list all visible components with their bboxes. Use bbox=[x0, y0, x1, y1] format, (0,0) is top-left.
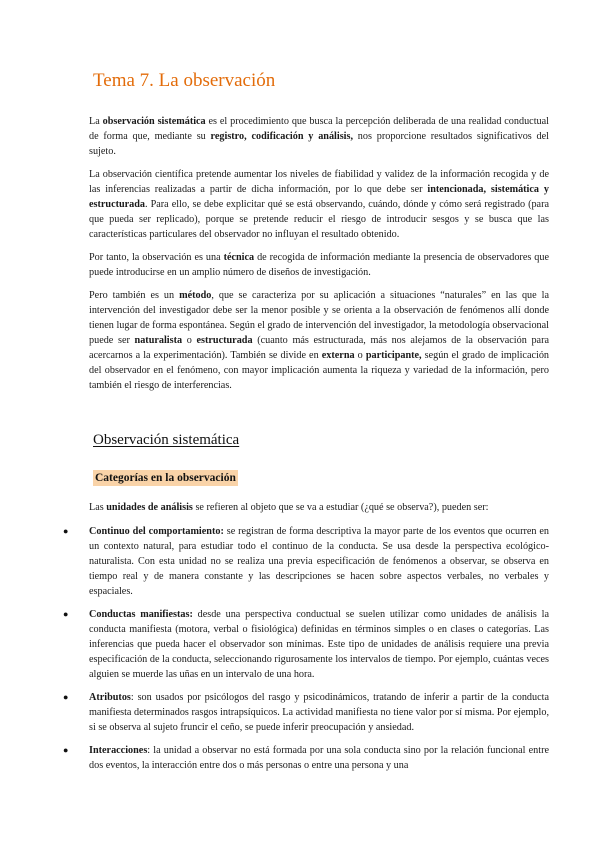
bullet-icon: ● bbox=[63, 745, 69, 755]
bullet-icon: ● bbox=[63, 609, 69, 619]
text-run: La observación científica pretende aumentar los niveles de fiabilidad y validez de la información recogida y de las inferencias realizadas a partir de dicha información, por lo que debe ser bbox=[89, 169, 549, 195]
page-title: Tema 7. La observación bbox=[93, 70, 276, 91]
text-run: Pero también es un bbox=[89, 290, 180, 301]
text-run: Por tanto, la observación es una bbox=[89, 252, 224, 263]
section-heading: Observación sistemática bbox=[93, 432, 240, 448]
text-run: . Para ello, se debe explicitar qué se está observando, cuándo, dónde y cómo será registrado (para que pueda ser replicado), porque se pretende reducir el riesgo de introducir sesgos y se busca que las características particulares del observador no influyan el resultado obtenido. bbox=[89, 199, 549, 240]
text-run: Las bbox=[89, 502, 107, 513]
section-subheading: Categorías en la observación bbox=[95, 472, 236, 484]
intro-paragraph-4 bbox=[89, 288, 549, 393]
bold-run: registro, codificación y análisis, bbox=[210, 131, 354, 142]
section-lead-paragraph bbox=[89, 500, 549, 515]
list-item-term: Interacciones bbox=[89, 745, 148, 756]
list-item-conductas bbox=[89, 607, 549, 682]
list-item-text: : la unidad a observar no está formada por una sola conducta sino por la relación funcional entre dos eventos, la interacción entre dos o más personas o entre una persona y una bbox=[89, 745, 549, 771]
intro-paragraph-2 bbox=[89, 167, 549, 242]
bold-run: participante, bbox=[365, 350, 422, 361]
list-item-text: desde una perspectiva conductual se suelen utilizar como unidades de análisis la conducta manifiesta (motora, verbal o fisiológica) definidas en términos simples o en clases o categorías. Las inferencias que pueda hacer el observador son mínimas. Este tipo de unidades de análisis requiere una previa especificación de la conducta, seleccionando rigurosamente los intervalos de tiempo. Por ejemplo, cuántas veces alguien se muerde las uñas en un intervalo de una hora. bbox=[89, 609, 549, 680]
text-run: se refieren al objeto que se va a estudiar (¿qué se observa?), pueden ser: bbox=[192, 502, 489, 513]
list-item-text: : son usados por psicólogos del rasgo y psicodinámicos, tratando de inferir a partir de la conducta manifiesta determinados rasgos intrapsíquicos. La actividad manifiesta no tiene valor por sí misma. Por ejemplo, si se observa al sujeto fruncir el ceño, se puede inferir preocupación y ansiedad. bbox=[89, 692, 549, 733]
list-item-continuo bbox=[89, 524, 549, 599]
text-run: o bbox=[354, 350, 366, 361]
text-run: o bbox=[182, 335, 197, 346]
bold-run: observación sistemática bbox=[102, 116, 206, 127]
bold-run: externa bbox=[321, 350, 355, 361]
text-run: es el procedimiento que busca la percepción deliberada de una realidad conductual de forma que, mediante su bbox=[89, 116, 549, 142]
list-item-term: Conductas manifiestas: bbox=[89, 609, 193, 620]
text-run: , que se caracteriza por su aplicación a situaciones “naturales” en las que la intervención del investigador debe ser la menor posible y se orienta a la observación de fenómenos allí donde tienen lugar de forma espontánea. Según el grado de intervención del investigador, la metodología observacional puede ser bbox=[89, 290, 549, 346]
text-run: La bbox=[89, 116, 103, 127]
bold-run: técnica bbox=[223, 252, 255, 263]
bullet-icon: ● bbox=[63, 526, 69, 536]
list-item-text: se registran de forma descriptiva la mayor parte de los eventos que ocurren en un contexto natural, para estudiar todo el continuo de la conducta. Se usa desde la perspectiva ecológico-naturalista. Con esta unidad no se realiza una previa especificación de fenómenos a observar, se observa en tiempo real y de manera constante y las descripciones se hacen sobre aspectos verbales, no verbales y espaciales. bbox=[89, 526, 549, 597]
intro-paragraph-1 bbox=[89, 114, 549, 159]
bold-run: estructurada bbox=[196, 335, 253, 346]
list-item-term: Continuo del comportamiento: bbox=[89, 526, 224, 537]
text-run: (cuanto más estructurada, más nos alejamos de la observación para acercarnos a la experimentación). También se divide en bbox=[89, 335, 549, 361]
bold-run: naturalista bbox=[134, 335, 183, 346]
bullet-icon: ● bbox=[63, 692, 69, 702]
list-item-interacciones bbox=[89, 743, 549, 773]
text-run: nos proporcione resultados significativos del sujeto. bbox=[89, 131, 549, 157]
text-run: de recogida de información mediante la presencia de observadores que puede introducirse en un amplio número de diseños de investigación. bbox=[89, 252, 549, 278]
intro-paragraph-3 bbox=[89, 250, 549, 280]
bold-run: método bbox=[179, 290, 212, 301]
bold-run: intencionada, sistemática y estructurada bbox=[89, 184, 550, 210]
list-item-atributos bbox=[89, 690, 549, 735]
list-item-term: Atributos bbox=[89, 692, 131, 703]
bold-run: unidades de análisis bbox=[106, 502, 193, 513]
text-run: según el grado de implicación del observador en el fenómeno, con mayor implicación aumenta la riqueza y variedad de la información, pero también el riesgo de interferencias. bbox=[89, 350, 550, 391]
